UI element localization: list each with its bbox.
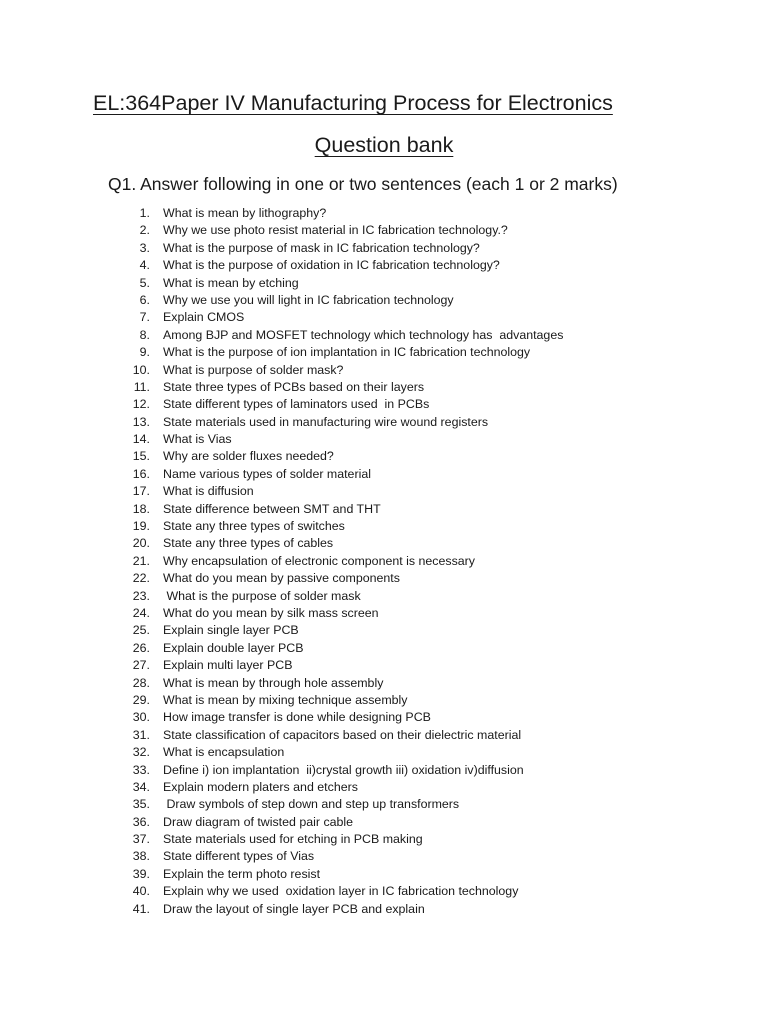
question-number: 37.: [132, 832, 150, 847]
question-number: 4.: [139, 258, 150, 273]
question-text: State any three types of cables: [163, 536, 334, 551]
question-number: 13.: [132, 414, 150, 429]
question-text: Explain modern platers and etchers: [163, 779, 358, 794]
question-text: State any three types of switches: [163, 519, 345, 534]
question-number: 9.: [139, 345, 150, 360]
question-number: 23.: [132, 588, 150, 603]
question-text: Explain why we used oxidation layer in IC fabrication technology: [163, 884, 519, 899]
question-number: 10.: [132, 362, 150, 377]
question-number: 5.: [139, 275, 150, 290]
question-number: 11.: [133, 379, 150, 394]
question-text: Why we use photo resist material in IC fabrication technology.?: [163, 223, 508, 238]
question-text: Explain the term photo resist: [163, 866, 321, 881]
question-number: 41.: [132, 901, 150, 916]
question-number: 39.: [132, 866, 150, 881]
question-text: State classification of capacitors based on their dielectric material: [163, 727, 522, 742]
question-number: 36.: [132, 814, 150, 829]
question-number: 16.: [132, 466, 150, 481]
question-text: What is mean by lithography?: [163, 206, 327, 220]
question-text: State different types of Vias: [163, 849, 315, 864]
question-number: 28.: [132, 675, 150, 690]
question-text: What is the purpose of ion implantation in IC fabrication technology: [163, 345, 531, 360]
question-text: What is Vias: [163, 432, 232, 447]
question-text: What is the purpose of solder mask: [163, 588, 361, 603]
question-text: Explain double layer PCB: [163, 640, 304, 655]
question-number: 8.: [139, 327, 150, 342]
question-number: 17.: [132, 484, 150, 499]
question-text: What is diffusion: [163, 484, 254, 499]
question-number: 31.: [132, 727, 150, 742]
document-subtitle: Question bank: [314, 133, 454, 157]
question-number: 40.: [132, 884, 150, 899]
question-text: How image transfer is done while designing PCB: [163, 710, 431, 725]
question-text: What is purpose of solder mask?: [163, 362, 344, 377]
question-number: 20.: [132, 536, 150, 551]
question-text: State materials used for etching in PCB making: [163, 832, 423, 847]
question-text: Draw the layout of single layer PCB and explain: [163, 901, 425, 916]
question-number: 12.: [132, 397, 150, 412]
question-text: Draw symbols of step down and step up transformers: [163, 797, 460, 812]
question-text: What do you mean by silk mass screen: [163, 605, 379, 620]
question-text: Among BJP and MOSFET technology which technology has advantages: [163, 327, 564, 342]
question-text: What is the purpose of oxidation in IC fabrication technology?: [163, 258, 500, 273]
question-text: State materials used in manufacturing wire wound registers: [163, 414, 489, 429]
question-number: 19.: [132, 519, 150, 534]
question-number: 7.: [139, 310, 150, 325]
question-number: 26.: [132, 640, 150, 655]
question-text: What is mean by etching: [163, 275, 299, 290]
question-number: 33.: [132, 762, 150, 777]
question-text: State three types of PCBs based on their layers: [163, 379, 425, 394]
question-number: 38.: [132, 849, 150, 864]
question-number: 24.: [132, 605, 150, 620]
question-number: 1.: [139, 206, 150, 220]
section-heading: Q1. Answer following in one or two sentences (each 1 or 2 marks): [108, 174, 618, 194]
question-number: 29.: [132, 692, 150, 707]
document-title: EL:364Paper IV Manufacturing Process for Electronics: [93, 91, 613, 115]
question-text: What is encapsulation: [163, 745, 285, 760]
question-text: State difference between SMT and THT: [163, 501, 381, 516]
question-number: 30.: [132, 710, 150, 725]
question-number: 34.: [132, 779, 150, 794]
question-text: Why are solder fluxes needed?: [163, 449, 334, 464]
question-text: Define i) ion implantation ii)crystal growth iii) oxidation iv)diffusion: [163, 762, 524, 777]
question-number: 22.: [132, 571, 150, 586]
question-number: 27.: [132, 658, 150, 673]
question-text: Draw diagram of twisted pair cable: [163, 814, 354, 829]
question-number: 35.: [132, 797, 150, 812]
question-number: 32.: [132, 745, 150, 760]
question-number: 25.: [132, 623, 150, 638]
question-number: 2.: [139, 223, 150, 238]
question-text: Explain CMOS: [163, 310, 245, 325]
question-number: 21.: [132, 553, 150, 568]
question-number: 15.: [132, 449, 150, 464]
question-text: Why we use you will light in IC fabrication technology: [163, 292, 454, 307]
question-text: State different types of laminators used in PCBs: [163, 397, 430, 412]
question-text: What is mean by through hole assembly: [163, 675, 384, 690]
question-text: What is the purpose of mask in IC fabrication technology?: [163, 240, 480, 255]
question-text: Explain single layer PCB: [163, 623, 299, 638]
question-number: 3.: [139, 240, 150, 255]
question-number: 14.: [132, 432, 150, 447]
question-text: Why encapsulation of electronic component is necessary: [163, 553, 475, 568]
question-text: What do you mean by passive components: [163, 571, 400, 586]
question-text: What is mean by mixing technique assembly: [163, 692, 408, 707]
question-number: 18.: [132, 501, 150, 516]
question-text: Explain multi layer PCB: [163, 658, 293, 673]
question-text: Name various types of solder material: [163, 466, 371, 481]
question-number: 6.: [139, 292, 150, 307]
